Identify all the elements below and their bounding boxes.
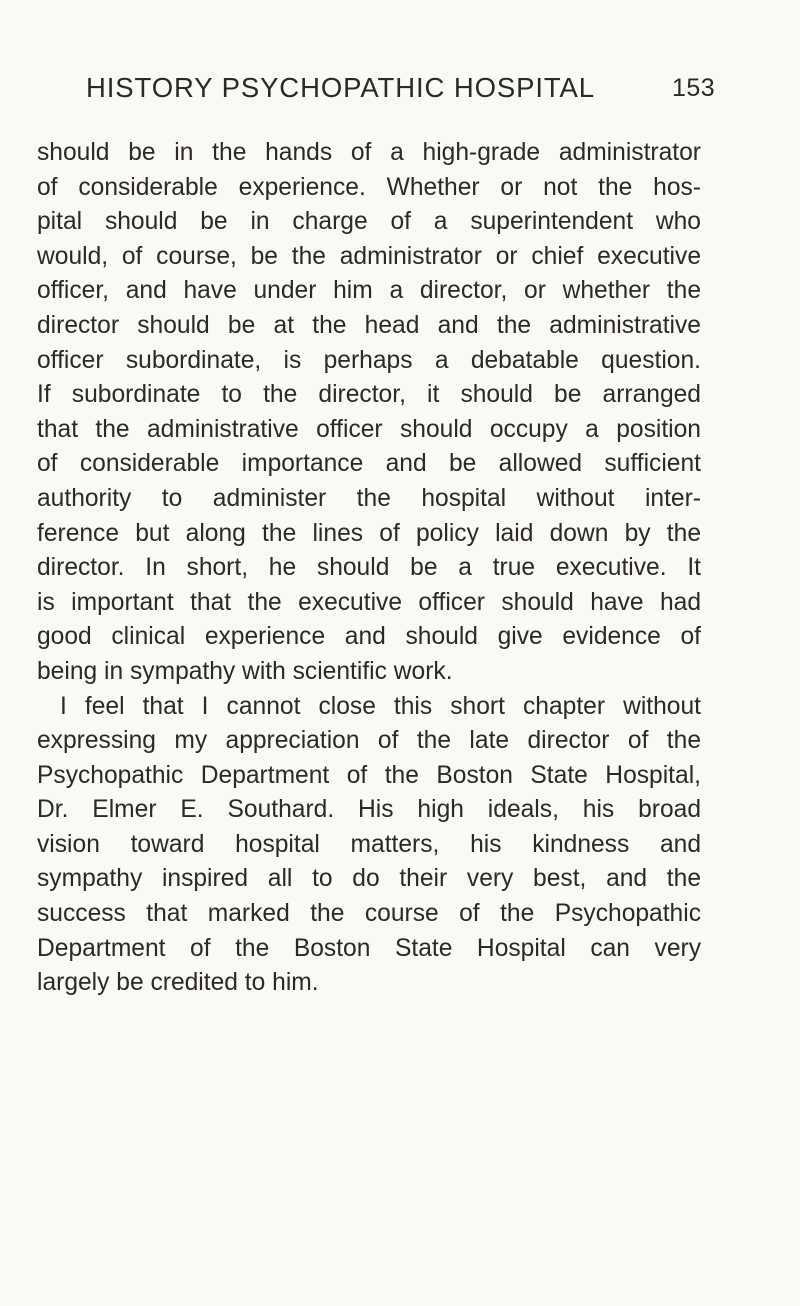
text-line: sympathy inspired all to do their very best, and the <box>37 865 701 893</box>
text-line: being in sympathy with scientific work. <box>37 657 453 685</box>
running-head-title: HISTORY PSYCHOPATHIC HOSPITAL <box>86 72 595 103</box>
text-line: authority to administer the hospital without inter- <box>37 484 701 512</box>
text-line: officer subordinate, is perhaps a debatable question. <box>37 346 701 374</box>
text-line: should be in the hands of a high-grade administrator <box>37 139 701 166</box>
text-line: of considerable experience. Whether or not the hos- <box>37 173 701 201</box>
text-line: good clinical experience and should give evidence of <box>37 623 701 651</box>
page-number: 153 <box>672 74 716 102</box>
text-line: pital should be in charge of a superintendent who <box>37 208 701 236</box>
text-line: is important that the executive officer should have had <box>37 588 701 616</box>
body-text <box>37 136 701 1001</box>
text-line: Dr. Elmer E. Southard. His high ideals, his broad <box>37 796 701 824</box>
text-line: director. In short, he should be a true executive. It <box>37 554 701 582</box>
text-line: would, of course, be the administrator or chief executive <box>37 242 701 270</box>
text-line: ference but along the lines of policy laid down by the <box>37 519 701 547</box>
text-line: of considerable importance and be allowed sufficient <box>37 450 701 478</box>
text-line: success that marked the course of the Psychopathic <box>37 900 701 928</box>
text-line: If subordinate to the director, it should be arranged <box>37 381 701 409</box>
text-line: that the administrative officer should occupy a position <box>37 415 701 443</box>
text-line: Department of the Boston State Hospital can very <box>37 934 701 962</box>
paragraph-1 <box>37 136 701 690</box>
running-head <box>86 72 714 112</box>
text-line: expressing my appreciation of the late director of the <box>37 727 701 755</box>
paragraph-2 <box>37 690 701 1001</box>
text-line: director should be at the head and the administrative <box>37 311 701 339</box>
text-line: officer, and have under him a director, or whether the <box>37 277 701 305</box>
text-line: vision toward hospital matters, his kindness and <box>37 830 701 858</box>
text-line: largely be credited to him. <box>37 969 319 997</box>
text-line: I feel that I cannot close this short chapter without <box>60 692 701 720</box>
text-line: Psychopathic Department of the Boston State Hospital, <box>37 761 701 789</box>
